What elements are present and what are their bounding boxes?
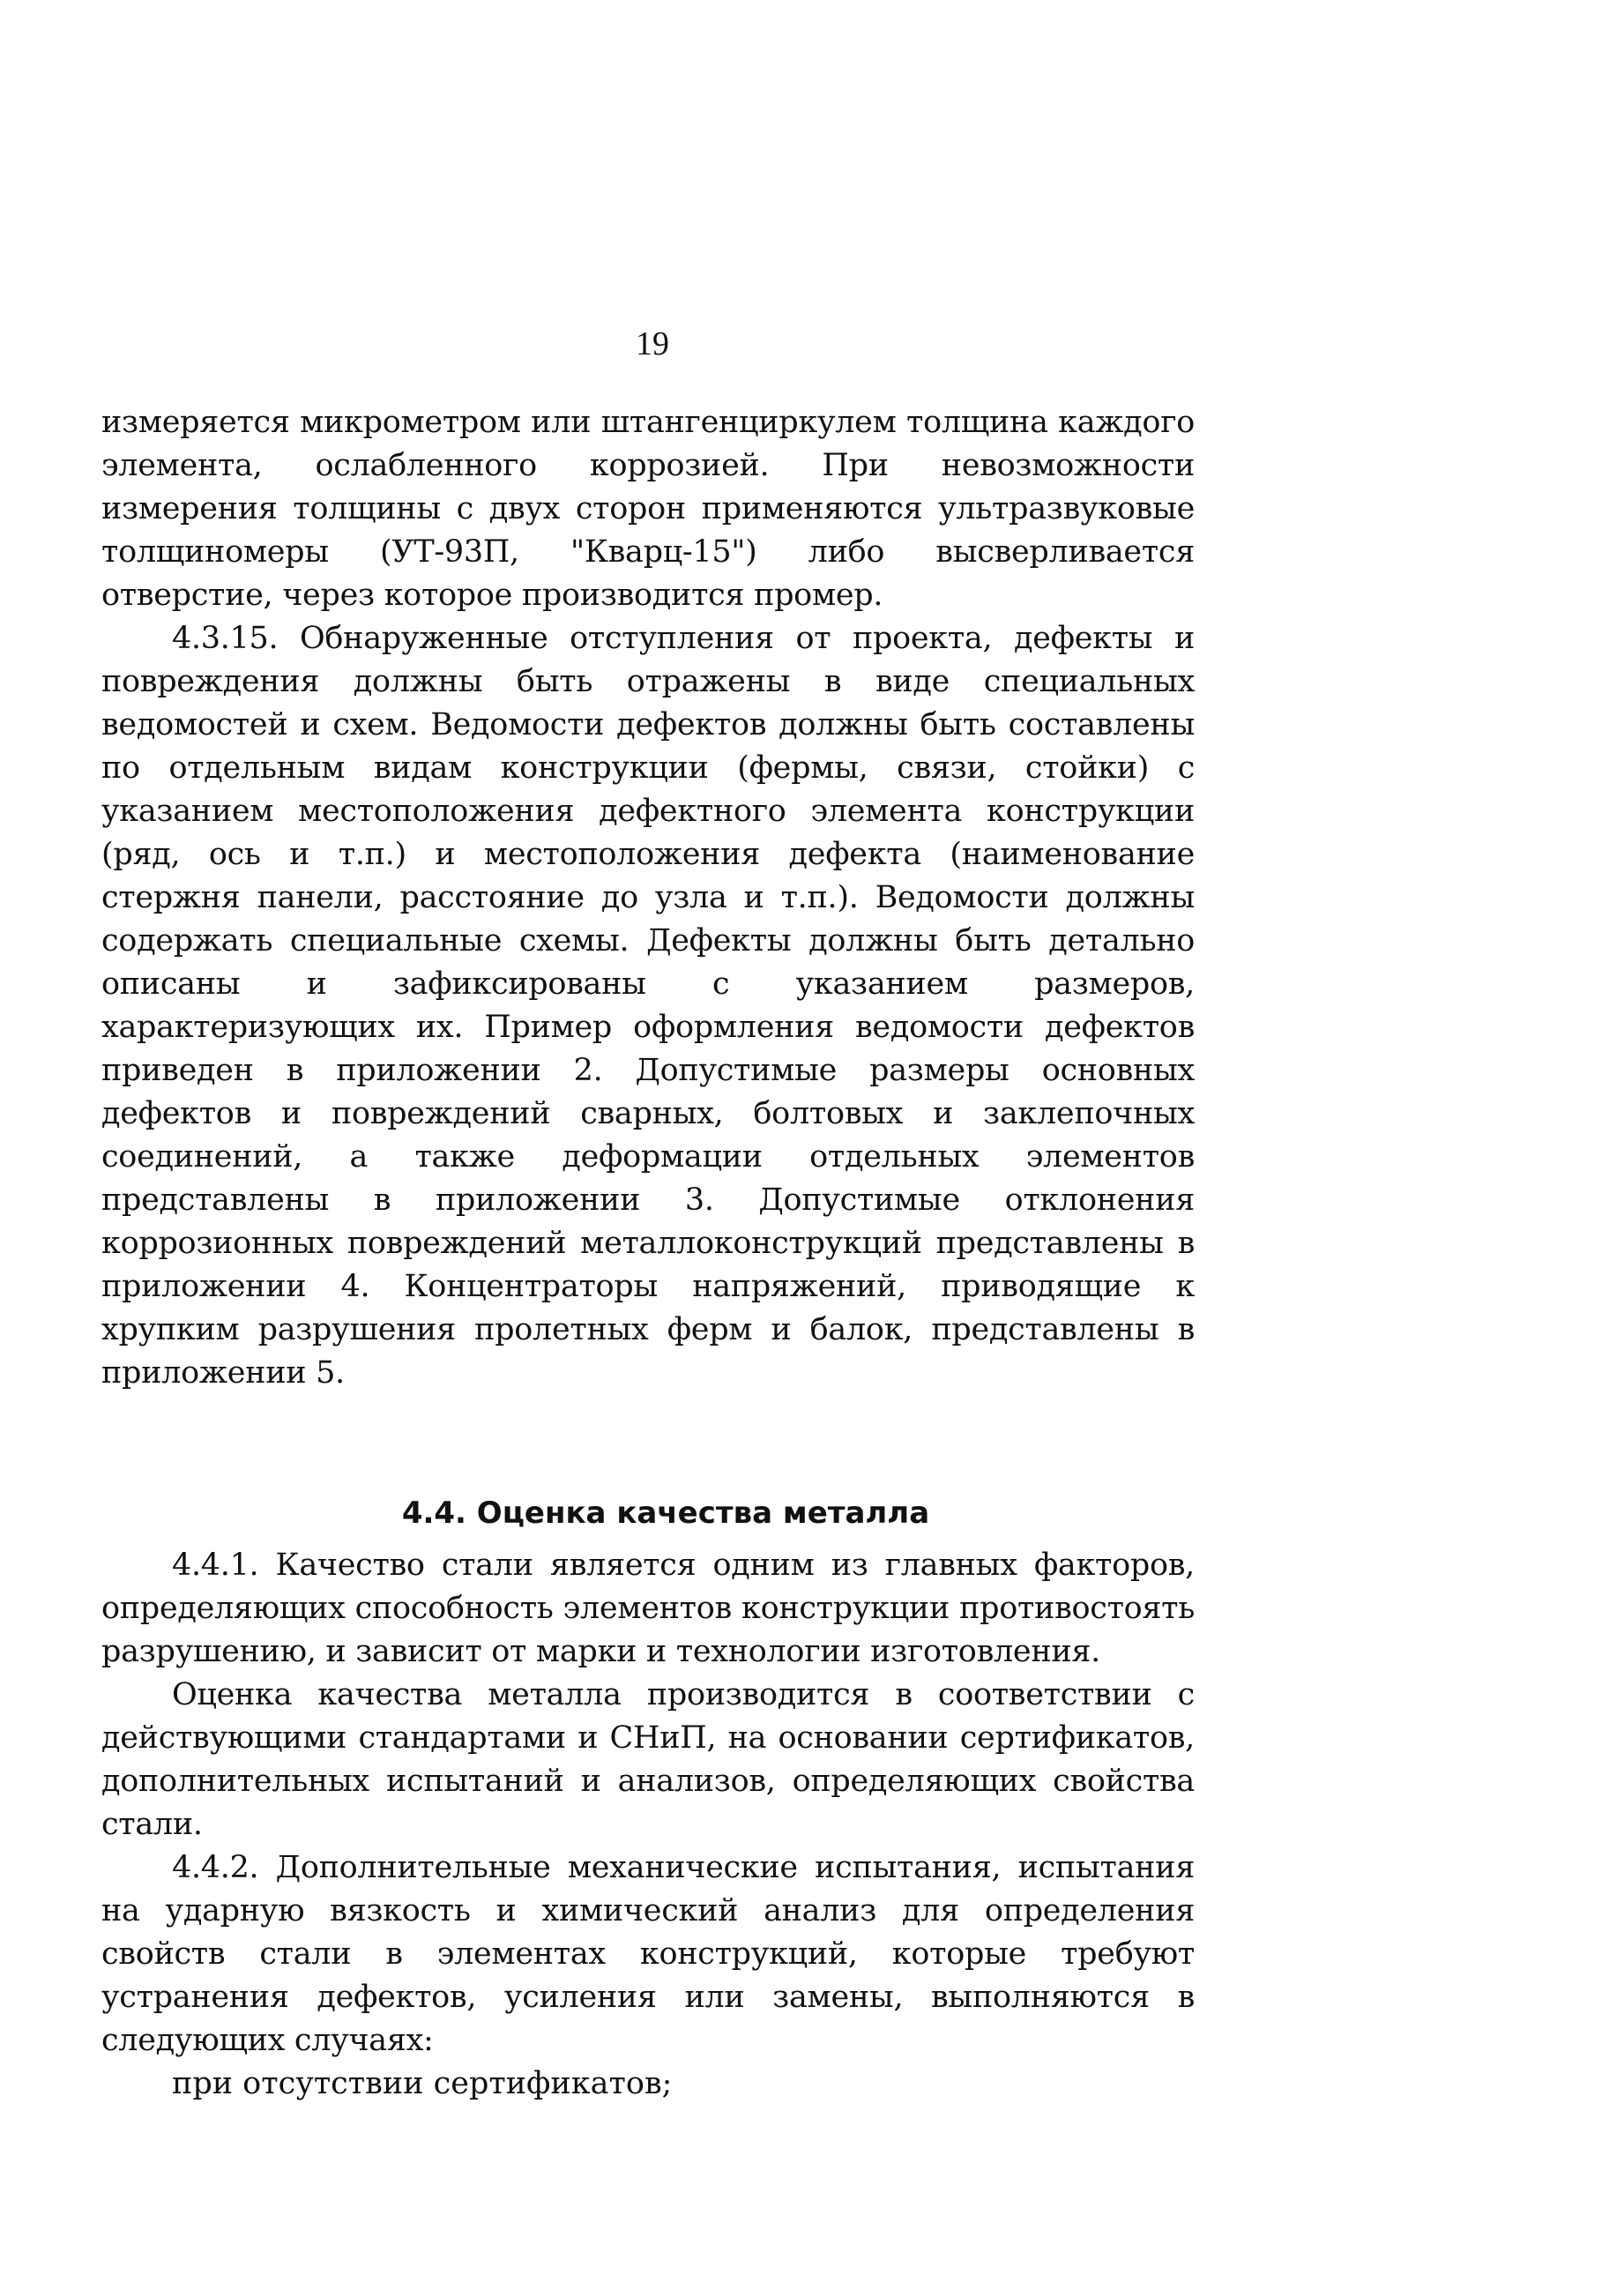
paragraph-4-3-15: 4.3.15. Обнаруженные отступления от проекта, дефекты и повреждения должны быть отражены в виде специальных ведомостей и схем. Ведомости дефектов должны быть составлены по отдельным видам конструкции (фермы, связи, стойки) с указанием местоположения дефектного элемента конструкции (ряд, ось и т.п.) и местоположения дефекта (наименование стержня панели, расстояние до узла и т.п.). Ведомости должны содержать специальные схемы. Дефекты должны быть детально описаны и зафиксированы с указанием размеров, характеризующих их. Пример оформления ведомости дефектов приведен в приложении 2. Допустимые размеры основных дефектов и повреждений сварных, болтовых и заклепочных соединений, а также деформации отдельных элементов представлены в приложении 3. Допустимые отклонения коррозионных повреждений металлоконструкций представлены в приложении 4. Концентраторы напряжений, приводящие к хрупким разрушения пролетных ферм и балок, представлены в приложении 5. bbox=[101, 621, 1195, 1391]
paragraph-quality-assessment: Оценка качества металла производится в соответствии с действующими стандартами и СНиП, на основании сертификатов, дополнительных испытаний и анализов, определяющих свойства стали. bbox=[101, 1677, 1195, 1842]
section-heading-4-4: 4.4. Оценка качества металла bbox=[401, 1496, 930, 1531]
list-item-no-certificates: при отсутствии сертификатов; bbox=[172, 2066, 673, 2101]
paragraph-4-4-2: 4.4.2. Дополнительные механические испытания, испытания на ударную вязкость и химический анализ для определения свойств стали в элементах конструкций, которые требуют устранения дефектов, усиления или замены, выполняются в следующих случаях: bbox=[101, 1850, 1195, 2058]
text-body bbox=[101, 401, 1195, 2106]
paragraph-4-4-1: 4.4.1. Качество стали является одним из главных факторов, определяющих способность элементов конструкции противостоять разрушению, и зависит от марки и технологии изготовления. bbox=[101, 1548, 1195, 1669]
paragraph-thickness-measurement: измеряется микрометром или штангенциркулем толщина каждого элемента, ослабленного коррозией. При невозможности измерения толщины с двух сторон применяются ультразвуковые толщиномеры (УТ-93П, "Кварц-15") либо высверливается отверстие, через которое производится промер. bbox=[101, 405, 1195, 613]
page-number: 19 bbox=[636, 325, 669, 362]
